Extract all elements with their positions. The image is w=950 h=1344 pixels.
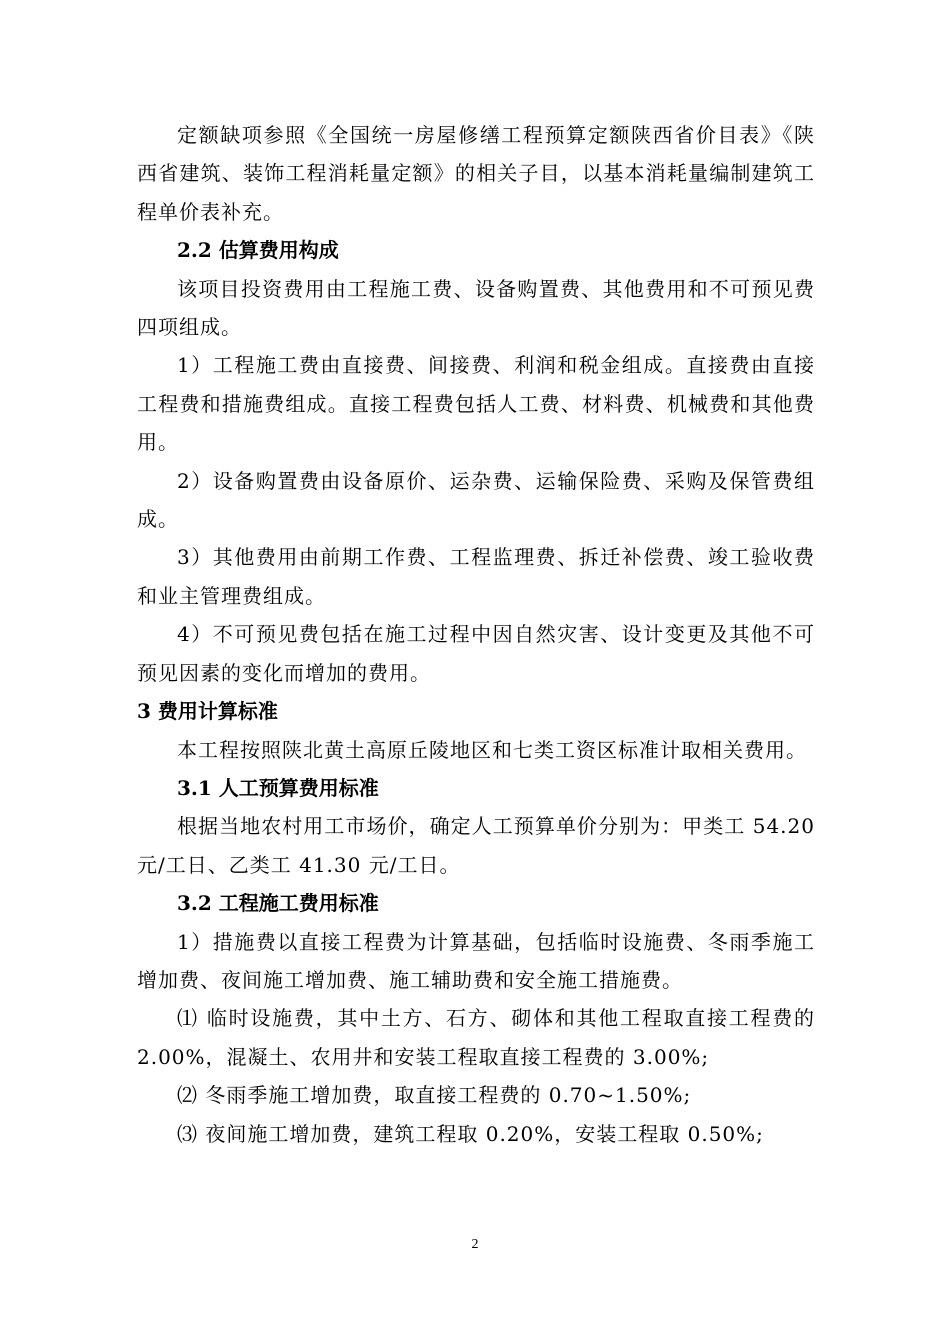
paragraph-labor-price: 根据当地农村用工市场价，确定人工预算单价分别为：甲类工 54.20 元/工日、乙类工 41.30 元/工日。 (137, 814, 815, 877)
paragraph-contingency-cost: 4）不可预见费包括在施工过程中因自然灾害、设计变更及其他不可预见因素的变化而增加的费用。 (137, 622, 815, 685)
section-heading-2-2: 2.2 估算费用构成 (177, 238, 339, 263)
paragraph-measure-cost: 1）措施费以直接工程费为计算基础，包括临时设施费、冬雨季施工增加费、夜间施工增加费、施工辅助费和安全施工措施费。 (137, 929, 815, 992)
paragraph-other-cost: 3）其他费用由前期工作费、工程监理费、拆迁补偿费、竣工验收费和业主管理费组成。 (137, 545, 815, 608)
paragraph-night-work: ⑶ 夜间施工增加费，建筑工程取 0.20%，安装工程取 0.50%; (177, 1121, 764, 1146)
paragraph-winter-rain: ⑵ 冬雨季施工增加费，取直接工程费的 0.70~1.50%; (177, 1083, 692, 1108)
paragraph-construction-cost: 1）工程施工费由直接费、间接费、利润和税金组成。直接费由直接工程费和措施费组成。直接工程费包括人工费、材料费、机械费和其他费用。 (137, 353, 815, 455)
page-number: 2 (471, 1237, 479, 1252)
paragraph-equipment-cost: 2）设备购置费由设备原价、运杂费、运输保险费、采购及保管费组成。 (137, 468, 815, 532)
section-heading-3-1: 3.1 人工预算费用标准 (177, 775, 379, 800)
document-body (137, 116, 815, 1153)
paragraph-region-standard: 本工程按照陕北黄土高原丘陵地区和七类工资区标准计取相关费用。 (177, 737, 807, 762)
section-heading-3: 3 费用计算标准 (137, 699, 278, 724)
paragraph-temporary-facility: ⑴ 临时设施费，其中土方、石方、砌体和其他工程取直接工程费的 2.00%，混凝土、农用井和安装工程取直接工程费的 3.00%; (137, 1006, 815, 1069)
section-heading-3-2: 3.2 工程施工费用标准 (177, 891, 379, 916)
paragraph-cost-composition: 该项目投资费用由工程施工费、设备购置费、其他费用和不可预见费四项组成。 (137, 276, 815, 340)
paragraph-quota-reference: 定额缺项参照《全国统一房屋修缮工程预算定额陕西省价目表》《陕西省建筑、装饰工程消耗量定额》的相关子目，以基本消耗量编制建筑工程单价表补充。 (137, 123, 815, 224)
